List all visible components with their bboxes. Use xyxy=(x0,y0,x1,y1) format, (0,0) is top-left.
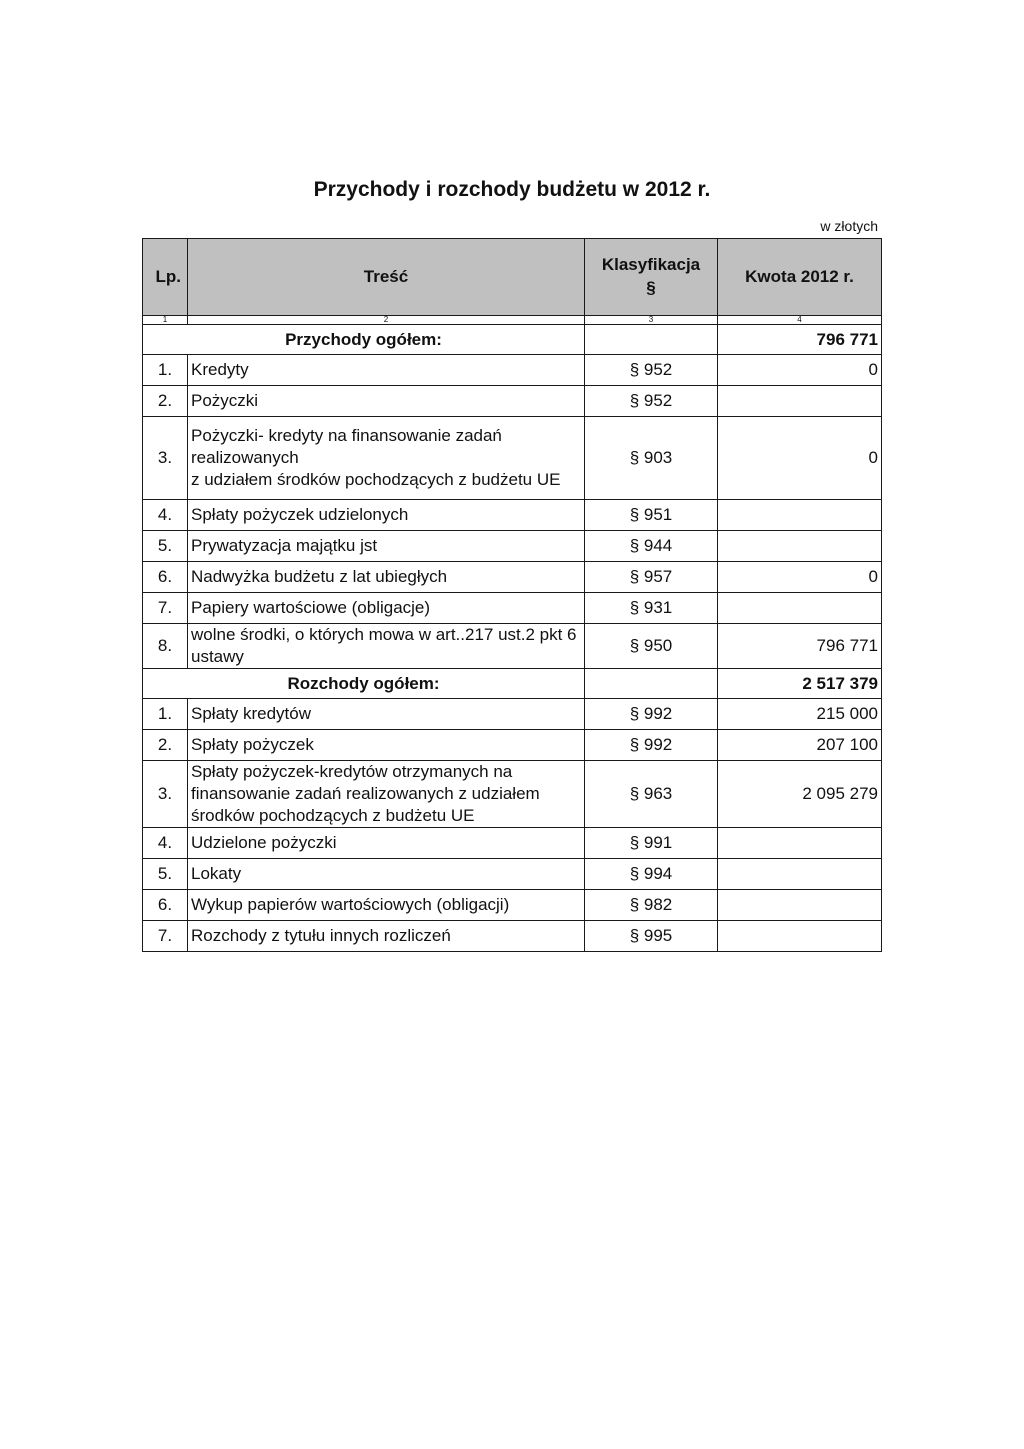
header-lp: Lp. xyxy=(143,239,188,316)
row-kwota xyxy=(718,890,882,921)
row-klasyfikacja: § 995 xyxy=(585,921,718,952)
row-tresc-line: Spłaty pożyczek-kredytów otrzymanych na xyxy=(191,762,513,781)
row-lp: 3. xyxy=(143,761,188,828)
page-title: Przychody i rozchody budżetu w 2012 r. xyxy=(313,178,711,201)
row-lp: 1. xyxy=(143,699,188,730)
table-row xyxy=(143,699,882,730)
row-tresc: Udzielone pożyczki xyxy=(188,828,585,859)
row-klasyfikacja: § 952 xyxy=(585,355,718,386)
table-row xyxy=(143,921,882,952)
row-klasyfikacja: § 991 xyxy=(585,828,718,859)
row-tresc-line: Pożyczki- kredyty na finansowanie zadań xyxy=(191,426,502,445)
row-tresc-line: środków pochodzących z budżetu UE xyxy=(191,806,475,825)
row-tresc: Papiery wartościowe (obligacje) xyxy=(188,593,585,624)
table-row xyxy=(143,500,882,531)
row-tresc xyxy=(188,761,585,828)
table-row xyxy=(143,761,882,828)
row-kwota xyxy=(718,859,882,890)
row-kwota: 796 771 xyxy=(718,624,882,669)
unit-label: w złotych xyxy=(820,218,878,234)
table-row xyxy=(143,562,882,593)
row-kwota: 0 xyxy=(718,417,882,500)
row-klasyfikacja: § 931 xyxy=(585,593,718,624)
column-number: 1 xyxy=(143,316,188,325)
row-klasyfikacja: § 992 xyxy=(585,730,718,761)
column-number: 4 xyxy=(718,316,882,325)
section-klasyfikacja xyxy=(585,669,718,699)
row-lp: 7. xyxy=(143,593,188,624)
row-lp: 2. xyxy=(143,386,188,417)
row-kwota: 2 095 279 xyxy=(718,761,882,828)
row-klasyfikacja: § 982 xyxy=(585,890,718,921)
row-tresc xyxy=(188,417,585,500)
column-number: 3 xyxy=(585,316,718,325)
row-lp: 5. xyxy=(143,859,188,890)
row-tresc-line: wolne środki, o których mowa w art..217 ust.2 pkt 6 xyxy=(191,625,577,644)
column-number-row xyxy=(143,316,882,325)
section-label: Przychody ogółem: xyxy=(143,325,585,355)
row-lp: 3. xyxy=(143,417,188,500)
header-klasyfikacja xyxy=(585,239,718,316)
table-row xyxy=(143,859,882,890)
row-tresc-line: finansowanie zadań realizowanych z udziałem xyxy=(191,784,540,803)
row-klasyfikacja: § 957 xyxy=(585,562,718,593)
section-row-rozchody xyxy=(143,669,882,699)
row-lp: 5. xyxy=(143,531,188,562)
row-kwota xyxy=(718,828,882,859)
budget-table xyxy=(142,238,882,952)
table-row xyxy=(143,828,882,859)
table-row xyxy=(143,593,882,624)
row-kwota xyxy=(718,531,882,562)
row-tresc: Kredyty xyxy=(188,355,585,386)
section-label: Rozchody ogółem: xyxy=(143,669,585,699)
row-kwota: 0 xyxy=(718,562,882,593)
row-lp: 2. xyxy=(143,730,188,761)
section-klasyfikacja xyxy=(585,325,718,355)
row-lp: 1. xyxy=(143,355,188,386)
row-lp: 4. xyxy=(143,500,188,531)
section-total: 2 517 379 xyxy=(718,669,882,699)
row-tresc xyxy=(188,624,585,669)
row-klasyfikacja: § 944 xyxy=(585,531,718,562)
row-kwota xyxy=(718,386,882,417)
row-kwota xyxy=(718,921,882,952)
table-row xyxy=(143,417,882,500)
table-row xyxy=(143,624,882,669)
table-row xyxy=(143,386,882,417)
row-lp: 7. xyxy=(143,921,188,952)
row-lp: 8. xyxy=(143,624,188,669)
row-klasyfikacja: § 952 xyxy=(585,386,718,417)
row-klasyfikacja: § 950 xyxy=(585,624,718,669)
row-klasyfikacja: § 994 xyxy=(585,859,718,890)
header-tresc: Treść xyxy=(188,239,585,316)
table-header xyxy=(143,239,882,316)
row-kwota xyxy=(718,593,882,624)
row-tresc: Prywatyzacja majątku jst xyxy=(188,531,585,562)
row-kwota: 207 100 xyxy=(718,730,882,761)
row-klasyfikacja: § 963 xyxy=(585,761,718,828)
row-tresc: Nadwyżka budżetu z lat ubiegłych xyxy=(188,562,585,593)
table-row xyxy=(143,890,882,921)
table-row xyxy=(143,355,882,386)
row-tresc: Pożyczki xyxy=(188,386,585,417)
row-kwota: 215 000 xyxy=(718,699,882,730)
row-klasyfikacja: § 951 xyxy=(585,500,718,531)
row-klasyfikacja: § 903 xyxy=(585,417,718,500)
header-kwota: Kwota 2012 r. xyxy=(718,239,882,316)
row-tresc-line: z udziałem środków pochodzących z budżetu UE xyxy=(191,470,561,489)
row-tresc: Rozchody z tytułu innych rozliczeń xyxy=(188,921,585,952)
row-tresc: Spłaty kredytów xyxy=(188,699,585,730)
row-klasyfikacja: § 992 xyxy=(585,699,718,730)
row-tresc: Wykup papierów wartościowych (obligacji) xyxy=(188,890,585,921)
row-tresc: Spłaty pożyczek xyxy=(188,730,585,761)
row-tresc-line: realizowanych xyxy=(191,448,299,467)
table-row xyxy=(143,531,882,562)
section-sign: § xyxy=(646,278,656,297)
row-lp: 6. xyxy=(143,890,188,921)
row-kwota xyxy=(718,500,882,531)
row-tresc-line: ustawy xyxy=(191,647,244,666)
section-total: 796 771 xyxy=(718,325,882,355)
row-tresc: Spłaty pożyczek udzielonych xyxy=(188,500,585,531)
column-number: 2 xyxy=(188,316,585,325)
row-lp: 4. xyxy=(143,828,188,859)
row-lp: 6. xyxy=(143,562,188,593)
row-kwota: 0 xyxy=(718,355,882,386)
section-row-przychody xyxy=(143,325,882,355)
table-row xyxy=(143,730,882,761)
row-tresc: Lokaty xyxy=(188,859,585,890)
header-klasyfikacja-label: Klasyfikacja xyxy=(601,255,701,275)
